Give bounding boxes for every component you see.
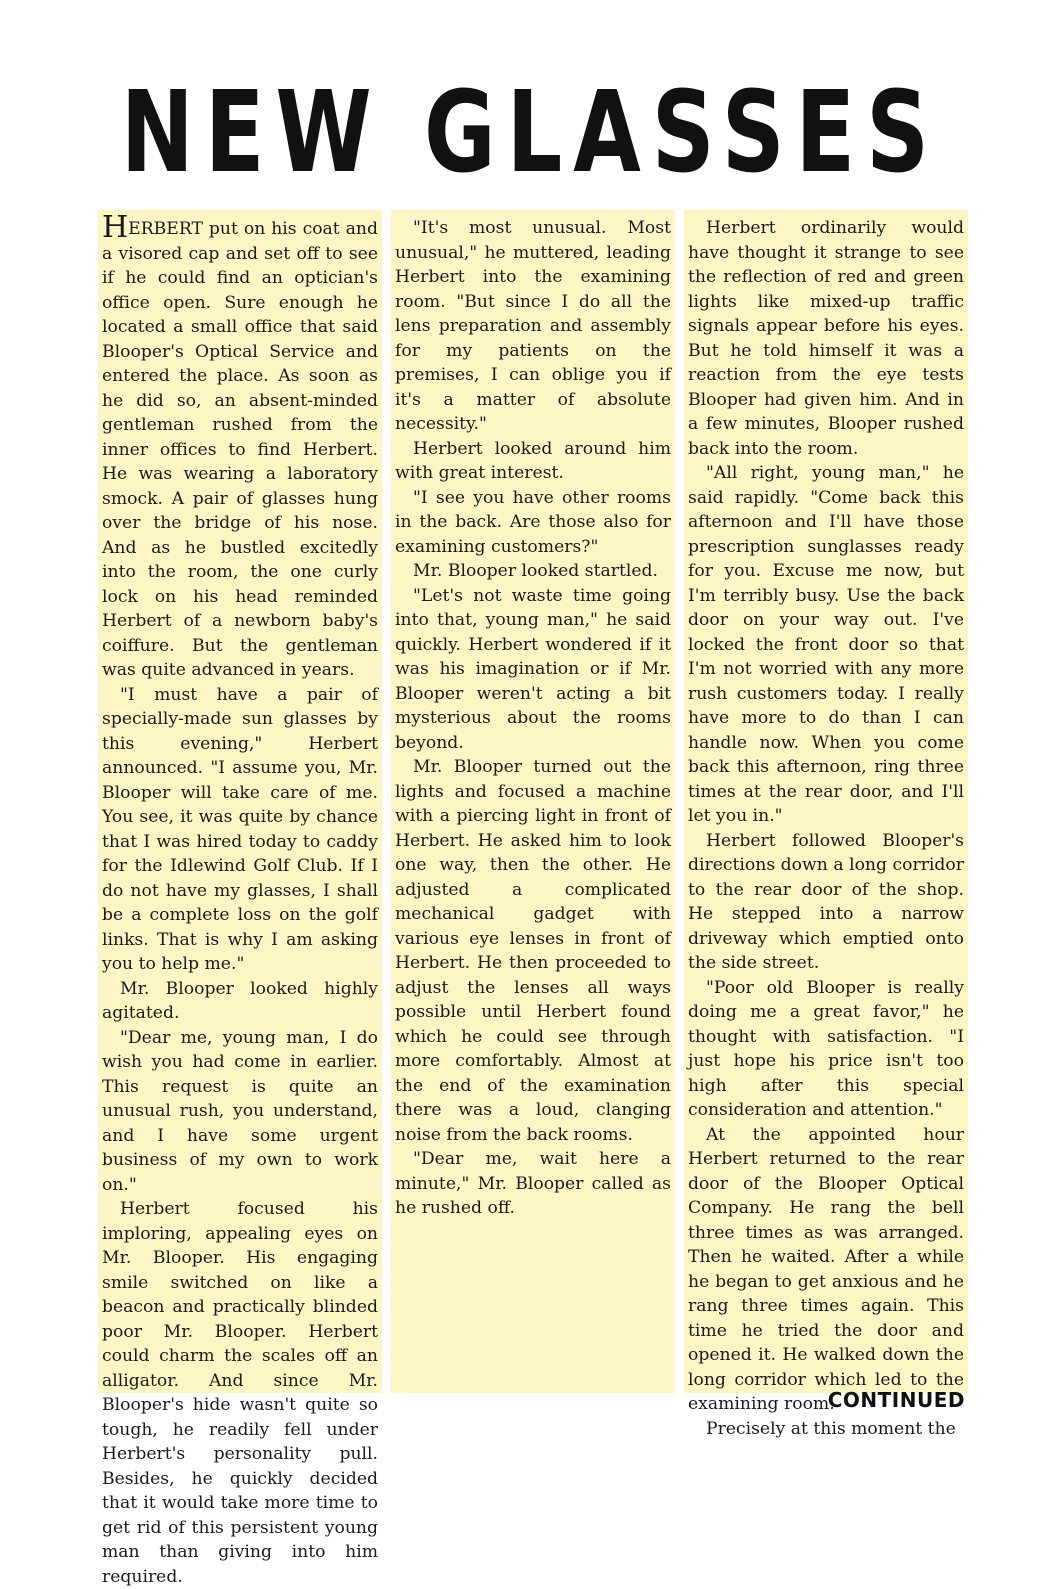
story-paragraph: "I see you have other rooms in the back. Are those also for examining customers?" [395, 487, 671, 557]
story-paragraph: "I must have a pair of specially-made sun glasses by this evening," Herbert announced. "I assume you, Mr. Blooper will take care of me. You see, it was quite by chance that I was hired today to caddy for the Idlewind Golf Club. If I do not have my glasses, I shall be a complete loss on the golf links. That is why I am asking you to help me." [102, 684, 378, 974]
story-title: NEW GLASSES [120, 68, 940, 198]
story-paragraph: Precisely at this moment the [706, 1418, 956, 1439]
story-paragraph: Mr. Blooper looked highly agitated. [102, 978, 378, 1023]
story-paragraph: Herbert looked around him with great interest. [395, 438, 671, 483]
story-paragraph: At the appointed hour Herbert returned to the rear door of the Blooper Optical Company. He rang the bell three times as was arranged. Then he waited. After a while he began to get anxious and he rang three times again. This time he tried the door and opened it. He walked down the long corridor which led to the examining room. [688, 1124, 964, 1414]
story-paragraph: "Dear me, young man, I do wish you had come in earlier. This request is quite an unusual rush, you understand, and I have some urgent business of my own to work on." [102, 1027, 378, 1195]
opening-paragraph [102, 210, 378, 683]
text-column-1 [98, 210, 382, 1587]
story-paragraph: "All right, young man," he said rapidly. "Come back this afternoon and I'll have those prescription sunglasses ready for you. Excuse me now, but I'm terribly busy. Use the back door on your way out. I've locked the front door so that I'm not worried with any more rush customers today. I really have more to do than I can handle now. When you come back this afternoon, ring three times at the rear door, and I'll let you in." [688, 463, 964, 826]
story-paragraph: Herbert ordinarily would have thought it strange to see the reflection of red and green lights like mixed-up traffic signals appear before his eyes. But he told himself it was a reaction from the eye tests Blooper had given him. And in a few minutes, Blooper rushed back into the room. [688, 218, 964, 459]
drop-cap: H [102, 210, 129, 245]
story-paragraph: "Let's not waste time going into that, young man," he said quickly. Herbert wondered if it was his imagination or if Mr. Blooper weren't acting a bit mysterious about the rooms beyond. [395, 585, 671, 753]
story-paragraph: "Poor old Blooper is really doing me a great favor," he thought with satisfaction. "I just hope his price isn't too high after this special consideration and attention." [688, 977, 964, 1120]
story-paragraph: "Dear me, wait here a minute," Mr. Blooper called as he rushed off. [395, 1149, 671, 1218]
story-paragraph: "It's most unusual. Most unusual," he muttered, leading Herbert into the examining room. "But since I do all the lens preparation and assembly for my patients on the premises, I can oblige you if it's a matter of absolute necessity." [395, 218, 671, 434]
continued-label: CONTINUED [827, 1388, 965, 1412]
story-paragraph: Mr. Blooper turned out the lights and focused a machine with a piercing light in front of Herbert. He asked him to look one way, then the other. He adjusted a complicated mechanical gadget with various eye lenses in front of Herbert. He then proceeded to adjust the lenses all ways possible until Herbert found which he could see through more comfortably. Almost at the end of the examination there was a loud, clanging noise from the back rooms. [395, 757, 671, 1145]
story-paragraph: Mr. Blooper looked startled. [413, 561, 659, 581]
opening-text: ERBERT put on his coat and a visored cap and set off to see if he could find an optician's office open. Sure enough he located a small office that said Blooper's Optical Service and entered the place. As soon as he did so, an absent-minded gentleman rushed from the inner offices to find Herbert. He was wearing a laboratory smock. A pair of glasses hung over the bridge of his nose. And as he bustled excitedly into the room, the one curly lock on his head reminded Herbert of a newborn baby's coiffure. But the gentleman was quite advanced in years. [102, 219, 378, 680]
story-paragraph: Herbert focused his imploring, appealing eyes on Mr. Blooper. His engaging smile switched on like a beacon and practically blinded poor Mr. Blooper. Herbert could charm the scales off an alligator. And since Mr. Blooper's hide wasn't quite so tough, he readily fell under Herbert's personality pull. Besides, he quickly decided that it would take more time to get rid of this persistent young man than giving into him required. [102, 1199, 378, 1587]
text-column-2 [391, 210, 675, 1393]
story-paragraph: Herbert followed Blooper's directions down a long corridor to the rear door of the shop. He stepped into a narrow driveway which emptied onto the side street. [688, 830, 964, 973]
